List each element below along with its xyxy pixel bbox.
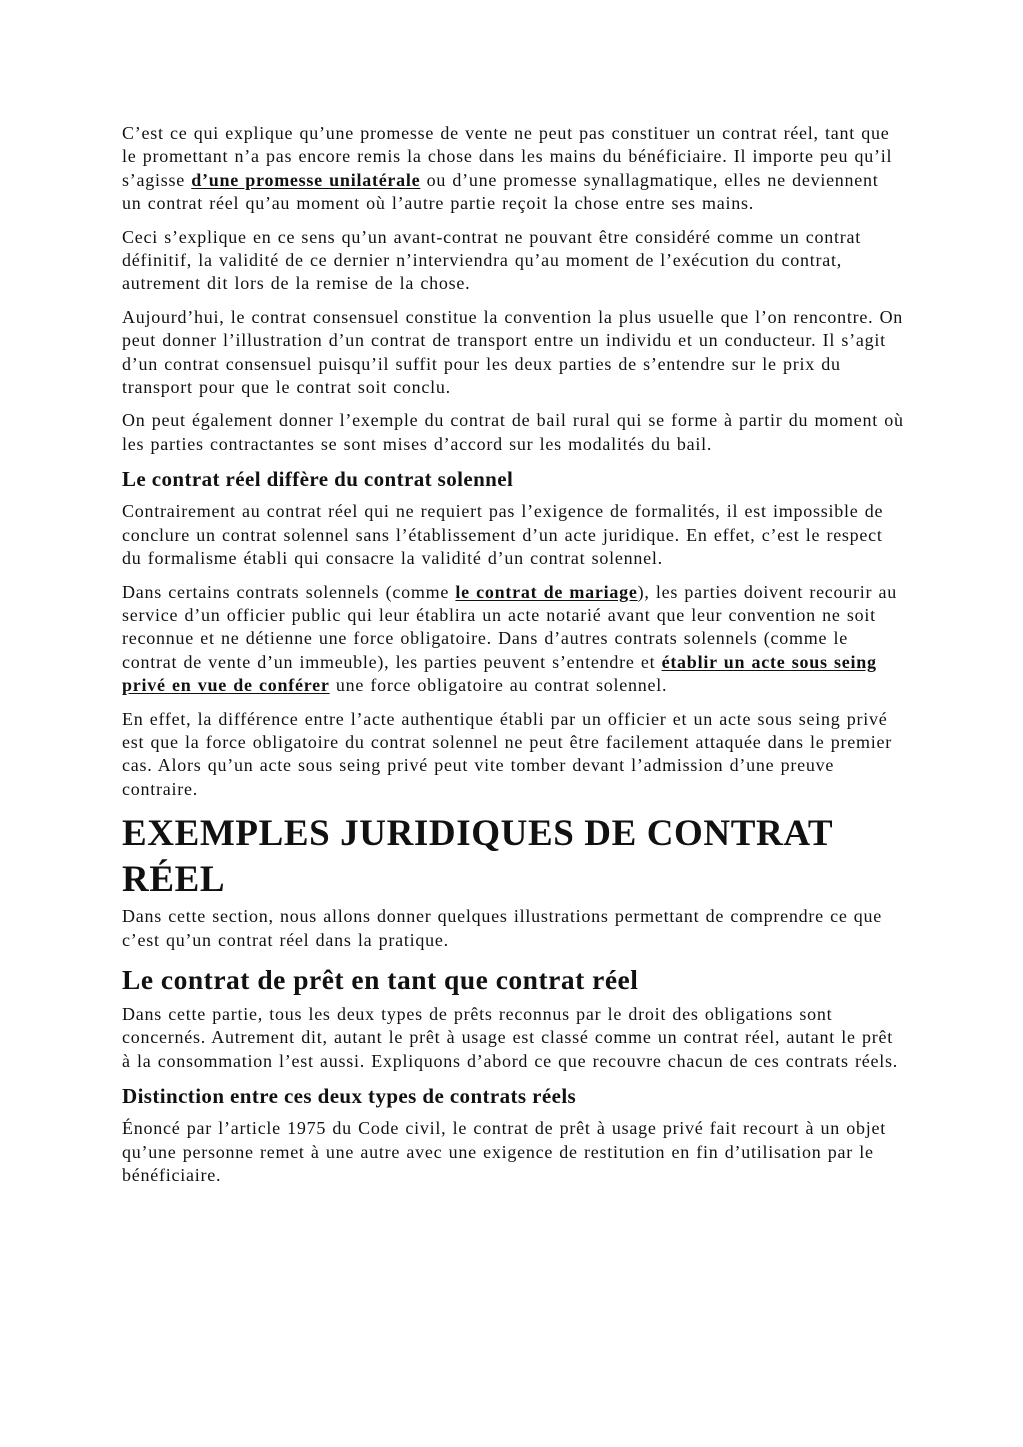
paragraph-text: Dans certains contrats solennels (comme [122, 581, 456, 602]
paragraph-contrat-consensuel: Aujourd’hui, le contrat consensuel constitue la convention la plus usuelle que l’on rencontre. On peut donner l’illustration d’un contrat de transport entre un individu et un conducteur. Il s’agit d’un contrat consensuel puisqu’il suffit pour les deux parties de s’entendre sur le prix du transport pour que le contrat soit conclu. [122, 306, 904, 398]
link-acte-sous-seing-prive[interactable]: établir un acte sous seing privé en vue de conférer [122, 651, 877, 696]
heading-exemples-juridiques: EXEMPLES JURIDIQUES DE CONTRAT RÉEL [122, 813, 833, 901]
paragraph-acte-authentique: En effet, la différence entre l’acte authentique établi par un officier et un acte sous seing privé est que la force obligatoire du contrat solennel ne peut être facilement attaquée dans le premier cas. Alors qu’un acte sous seing privé peut vite tomber devant l’admission d’une preuve contraire. [122, 708, 892, 799]
paragraph-contrats-solennels [122, 581, 904, 698]
link-contrat-de-mariage[interactable]: le contrat de mariage [455, 581, 638, 602]
paragraph-text: ), les parties doivent recourir au service d’un officier public qui leur établira un acte notarié avant que leur convention ne soit reconnue et ne détienne une force obligatoire. Dans d’autres contrats solennels (comme le contrat de vente d’un immeuble), les parties peuvent s’entendre et [122, 581, 898, 672]
paragraph-article-1975: Énoncé par l’article 1975 du Code civil, le contrat de prêt à usage privé fait recourt à un objet qu’une personne remet à une autre avec une exigence de restitution en fin d’utilisation par le bénéficiaire. [122, 1118, 886, 1185]
heading-distinction: Distinction entre ces deux types de contrats réels [122, 1084, 577, 1109]
paragraph-text: C’est ce qui explique qu’une promesse de vente ne peut pas constituer un contrat réel, tant que le promettant n’a pas encore remis la chose dans les mains du bénéficiaire. Il importe peu qu’il s’agisse [122, 123, 893, 190]
paragraph-bail-rural: On peut également donner l’exemple du contrat de bail rural qui se forme à partir du moment où les parties contractantes se sont mises d’accord sur les modalités du bail. [122, 410, 904, 454]
paragraph-formalites: Contrairement au contrat réel qui ne requiert pas l’exigence de formalités, il est impossible de conclure un contrat solennel sans l’établissement d’un acte juridique. En effet, c’est le respect du formalisme établi qui consacre la validité d’un contrat solennel. [122, 501, 884, 569]
paragraph-section-intro: Dans cette section, nous allons donner quelques illustrations permettant de comprendre ce que c’est qu’un contrat réel dans la pratique. [122, 906, 883, 950]
heading-contrat-de-pret: Le contrat de prêt en tant que contrat réel [122, 963, 639, 995]
paragraph-text: une force obligatoire au contrat solennel. [329, 675, 668, 696]
paragraph-avant-contrat: Ceci s’explique en ce sens qu’un avant-contrat ne pouvant être considéré comme un contrat définitif, la validité de ce dernier n’interviendra qu’au moment de l’exécution du contrat, autrement dit lors de la remise de la chose. [122, 226, 861, 294]
paragraph-types-de-prets: Dans cette partie, tous les deux types de prêts reconnus par le droit des obligations sont concernés. Autrement dit, autant le prêt à usage est classé comme un contrat réel, autant le prêt à la consommation l’est aussi. Expliquons d’abord ce que recouvre chacun de ces contrats réels. [122, 1003, 899, 1071]
paragraph-text: ou d’une promesse synallagmatique, elles ne deviennent un contrat réel qu’au moment où l’autre partie reçoit la chose entre ses mains. [122, 169, 879, 214]
link-promesse-unilaterale[interactable]: d’une promesse unilatérale [191, 169, 421, 190]
document-page [122, 122, 904, 1197]
heading-contrat-solennel: Le contrat réel diffère du contrat solennel [122, 467, 514, 492]
paragraph-promesse-de-vente [122, 122, 904, 216]
